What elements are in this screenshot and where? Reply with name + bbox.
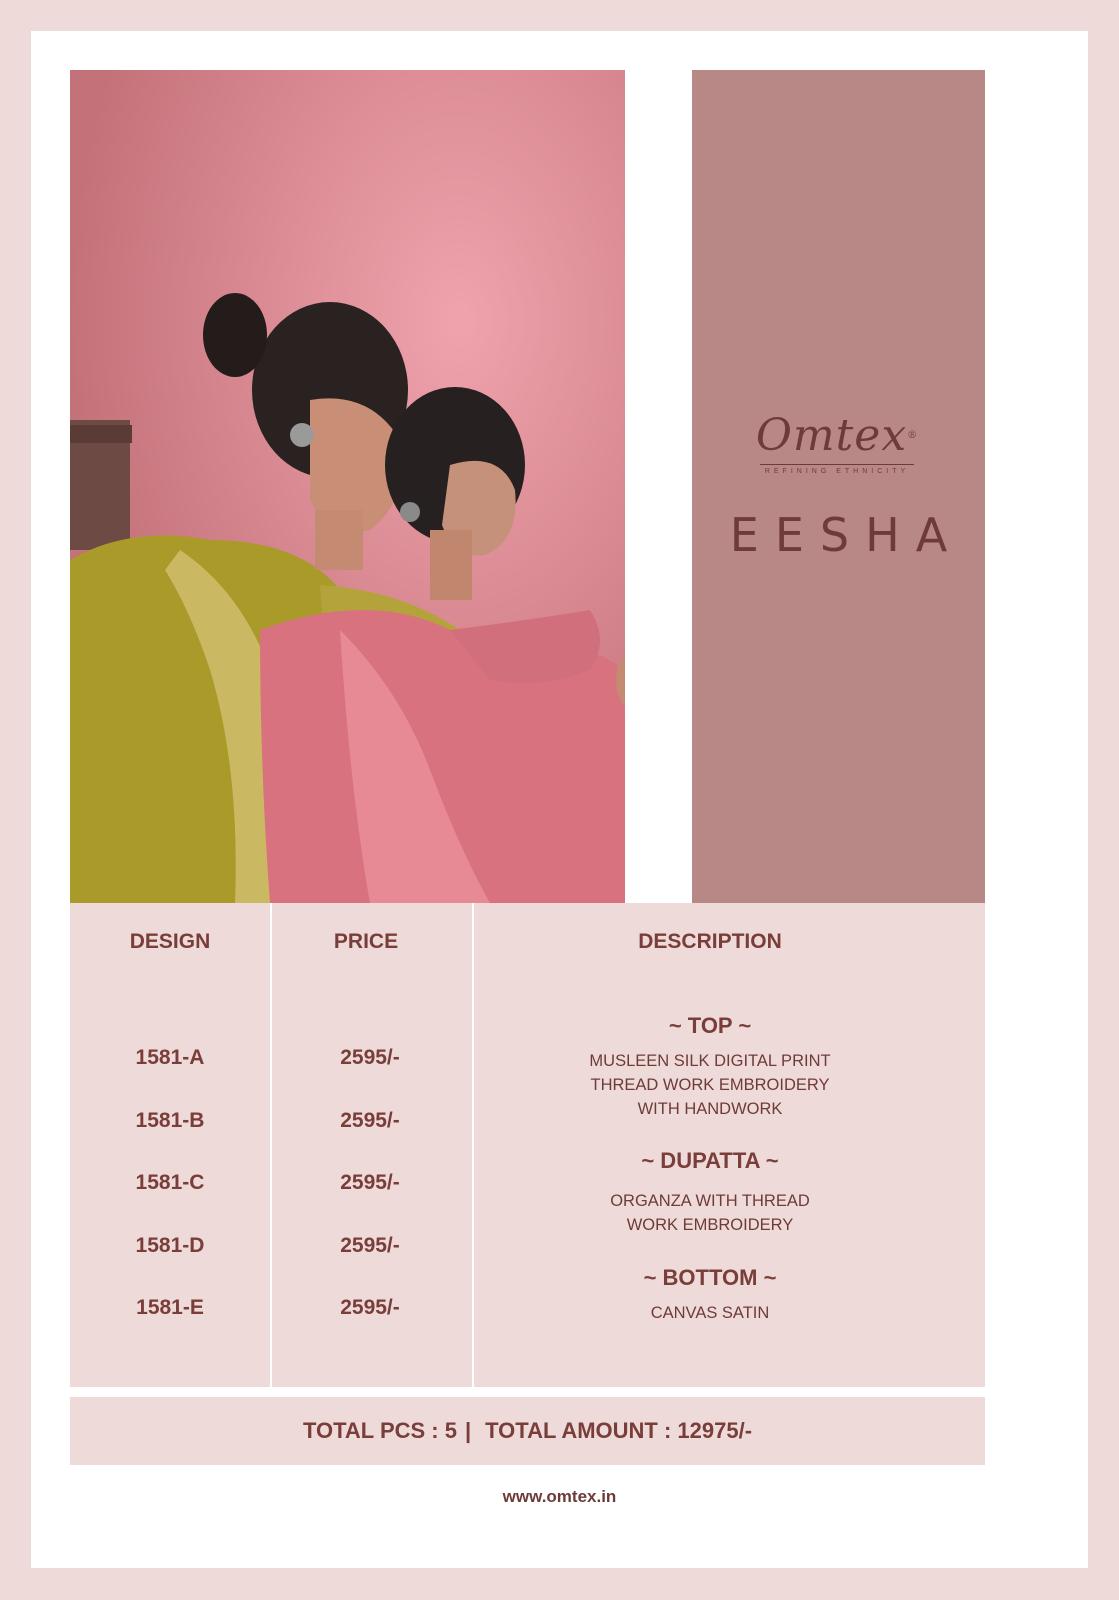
- desc-bottom-heading: ~ BOTTOM ~: [643, 1265, 777, 1290]
- desc-top-heading: ~ TOP ~: [668, 1013, 752, 1038]
- desc-dupatta-line: ORGANZA WITH THREAD: [610, 1192, 810, 1210]
- price-cell: 2595/-: [340, 1171, 400, 1194]
- design-cell: 1581-D: [135, 1234, 205, 1257]
- brand-logo: [722, 412, 952, 475]
- price-cell: 2595/-: [340, 1296, 400, 1319]
- total-pcs: TOTAL PCS : 5: [302, 1418, 457, 1443]
- price-cell: 2595/-: [340, 1234, 400, 1257]
- design-cell: 1581-C: [135, 1171, 205, 1194]
- price-cell: 2595/-: [340, 1046, 400, 1069]
- collection-title: EESHA: [729, 508, 964, 562]
- design-cell: 1581-B: [135, 1109, 205, 1132]
- desc-dupatta-heading: ~ DUPATTA ~: [641, 1148, 779, 1173]
- catalog-table: [70, 903, 985, 1387]
- desc-bottom-line: CANVAS SATIN: [650, 1304, 770, 1322]
- price-cell: 2595/-: [340, 1109, 400, 1132]
- website-link[interactable]: www.omtex.in: [502, 1487, 617, 1506]
- desc-dupatta-line: WORK EMBROIDERY: [626, 1216, 794, 1234]
- desc-top-line: THREAD WORK EMBROIDERY: [590, 1076, 830, 1094]
- totals-bar: [70, 1397, 985, 1465]
- column-divider: [472, 903, 474, 1387]
- brand-panel: [692, 70, 985, 903]
- totals-separator: |: [464, 1418, 472, 1443]
- logo-wordmark: Omtex: [755, 410, 908, 461]
- header-price: PRICE: [333, 930, 399, 953]
- hero-section: [70, 70, 985, 903]
- design-cell: 1581-A: [135, 1046, 205, 1069]
- logo-divider: [760, 464, 914, 465]
- header-description: DESCRIPTION: [638, 930, 782, 953]
- desc-top-line: WITH HANDWORK: [637, 1100, 783, 1118]
- logo-tagline: REFINING ETHNICITY: [764, 468, 910, 475]
- design-cell: 1581-E: [136, 1296, 204, 1319]
- header-design: DESIGN: [129, 930, 211, 953]
- model-photo: [70, 70, 625, 903]
- photo-illustration: [70, 70, 625, 903]
- registered-mark: ®: [907, 430, 919, 441]
- desc-top-line: MUSLEEN SILK DIGITAL PRINT: [589, 1052, 831, 1070]
- total-amount: TOTAL AMOUNT : 12975/-: [485, 1418, 753, 1443]
